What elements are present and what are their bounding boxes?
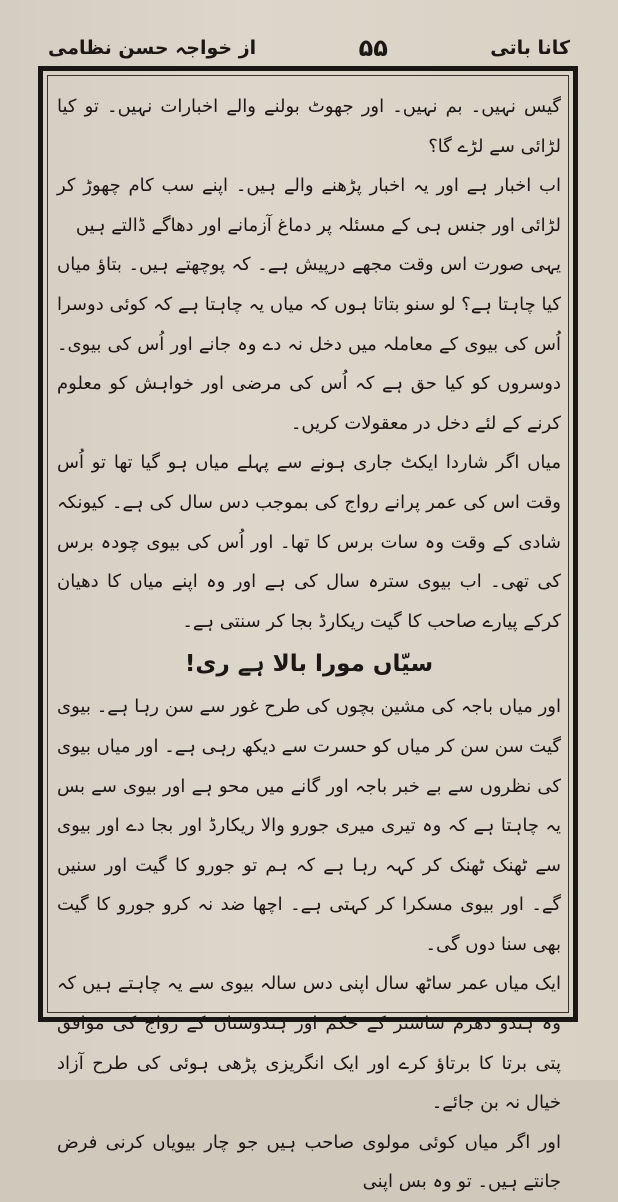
page-number: ۵۵ (358, 34, 388, 62)
paragraph: ایک میاں عمر ساٹھ سال اپنی دس سالہ بیوی سے یہ چاہتے ہیں کہ وہ ہندو دھرم شاستر کے حکم اور ہندوستان کے رواج کی موافق پتی برتا کا برتاؤ کرے اور ایک انگریزی پڑھی ہوئی کی طرح آزاد خیال نہ بن جائے۔ (57, 973, 561, 1114)
paragraph: یہی صورت اس وقت مجھے درپیش ہے۔ کہ پوچھتے ہیں۔ بتاؤ میاں کیا چاہتا ہے؟ لو سنو بتاتا ہوں کہ میاں یہ چاہتا ہے کہ کوئی دوسرا اُس کی بیوی کے معاملہ میں دخل نہ دے وہ جانے اور اُس کی بیوی۔ دوسروں کو کیا حق ہے کہ اُس کی مرضی اور خواہش کو معلوم کرنے کے لئے دخل در معقولات کریں۔ (57, 254, 561, 434)
author-name: از خواجہ حسن نظامی (48, 37, 257, 59)
page-header (48, 30, 570, 66)
paragraph: اور میاں باجہ کی مشین بچوں کی طرح غور سے سن رہا ہے۔ بیوی گیت سن سن کر میاں کو حسرت سے دیکھ رہی ہے۔ اور میاں بیوی کی نظروں سے بے خبر باجہ اور گانے میں محو ہے اور بیوی سے بس یہ چاہتا ہے کہ وہ تیری میری جورو والا ریکارڈ اور بجا دے اور بیوی سے ٹھنک ٹھنک کر کہہ رہا ہے کہ ہم تو جورو کا گیت اور سنیں گے۔ اور بیوی مسکرا کر کہتی ہے۔ اچھا ضد نہ کرو جورو کا گیت بھی سنا دوں گی۔ (57, 696, 561, 955)
paragraph: اور اگر میاں کوئی مولوی صاحب ہیں جو چار بیویاں کرنی فرض جانتے ہیں۔ تو وہ بس اپنی (57, 1131, 561, 1193)
book-title: کانا باتی (490, 37, 570, 59)
page-border-frame (38, 66, 578, 1193)
paragraph: گیس نہیں۔ بم نہیں۔ اور جھوٹ بولنے والے اخبارات نہیں۔ تو کیا لڑائی سے لڑے گا؟ (57, 96, 561, 157)
paragraph: اب اخبار ہے اور یہ اخبار پڑھنے والے ہیں۔ اپنے سب کام چھوڑ کر لڑائی اور جنس ہی کے مسئلہ پر دماغ آزمانے اور دھاگے ڈالتے ہیں (57, 175, 561, 236)
paragraph: میاں اگر شاردا ایکٹ جاری ہونے سے پہلے میاں ہو گیا تھا تو اُس وقت اس کی عمر پرانے رواج کی بموجب دس سال کی ہے۔ کیونکہ شادی کے وقت وہ سات برس کا تھا۔ اور اُس کی بیوی چودہ برس کی تھی۔ اب بیوی سترہ سال کی ہے اور وہ اپنے میاں کا دھیان کرکے پیارے صاحب کا گیت ریکارڈ بجا کر سنتی ہے۔ (57, 452, 561, 632)
body-text (57, 87, 561, 1193)
song-heading: سیّاں مورا بالا ہے ری! (184, 651, 434, 678)
